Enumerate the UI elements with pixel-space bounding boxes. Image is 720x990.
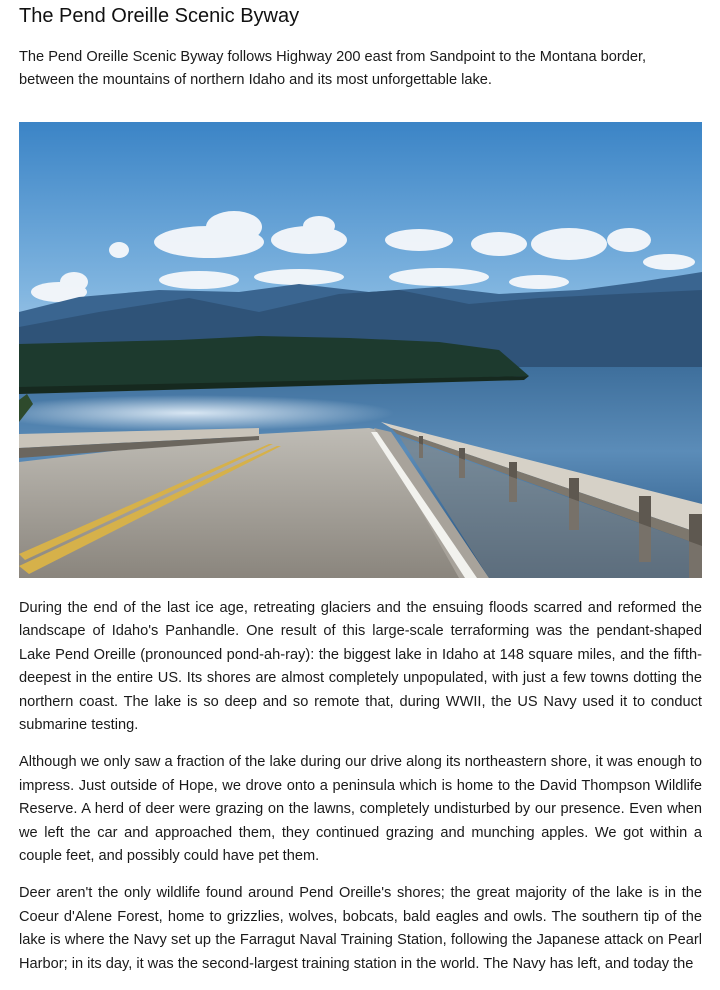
paragraph: During the end of the last ice age, retreating glaciers and the ensuing floods scarred and reformed the landscape of Idaho's Panhandle. One result of this large-scale terraforming was the pendant-shaped Lake Pend Oreille (pronounced pond-ah-ray): the biggest lake in Idaho at 148 square miles, and the fifth-deepest in the entire US. Its shores are almost completely unpopulated, with just a few towns dotting the northern coast. The lake is so deep and so remote that, during WWII, the US Navy used it to conduct submarine testing. <box>19 600 702 734</box>
lake-road-photo <box>19 122 702 578</box>
page-title: The Pend Oreille Scenic Byway <box>19 5 300 27</box>
paragraph: Deer aren't the only wildlife found around Pend Oreille's shores; the great majority of the lake is in the Coeur d'Alene Forest, home to grizzlies, wolves, bobcats, bald eagles and owls. The southern tip of the lake is where the Navy set up the Farragut Naval Training Station, following the Japanese attack on Pearl Harbor; in its day, it was the second-largest training station in the world. The Navy has left, and today the <box>19 885 702 972</box>
article-intro: The Pend Oreille Scenic Byway follows Highway 200 east from Sandpoint to the Montana border, between the mountains of northern Idaho and its most unforgettable lake. <box>19 49 647 88</box>
article-body <box>19 597 702 990</box>
paragraph: Although we only saw a fraction of the lake during our drive along its northeastern shore, it was enough to impress. Just outside of Hope, we drove onto a peninsula which is home to the David Thompson Wildlife Reserve. A herd of deer were grazing on the lawns, completely undisturbed by our presence. Even when we left the car and approached them, they continued grazing and munching apples. We got within a couple feet, and possibly could have pet them. <box>19 754 702 865</box>
